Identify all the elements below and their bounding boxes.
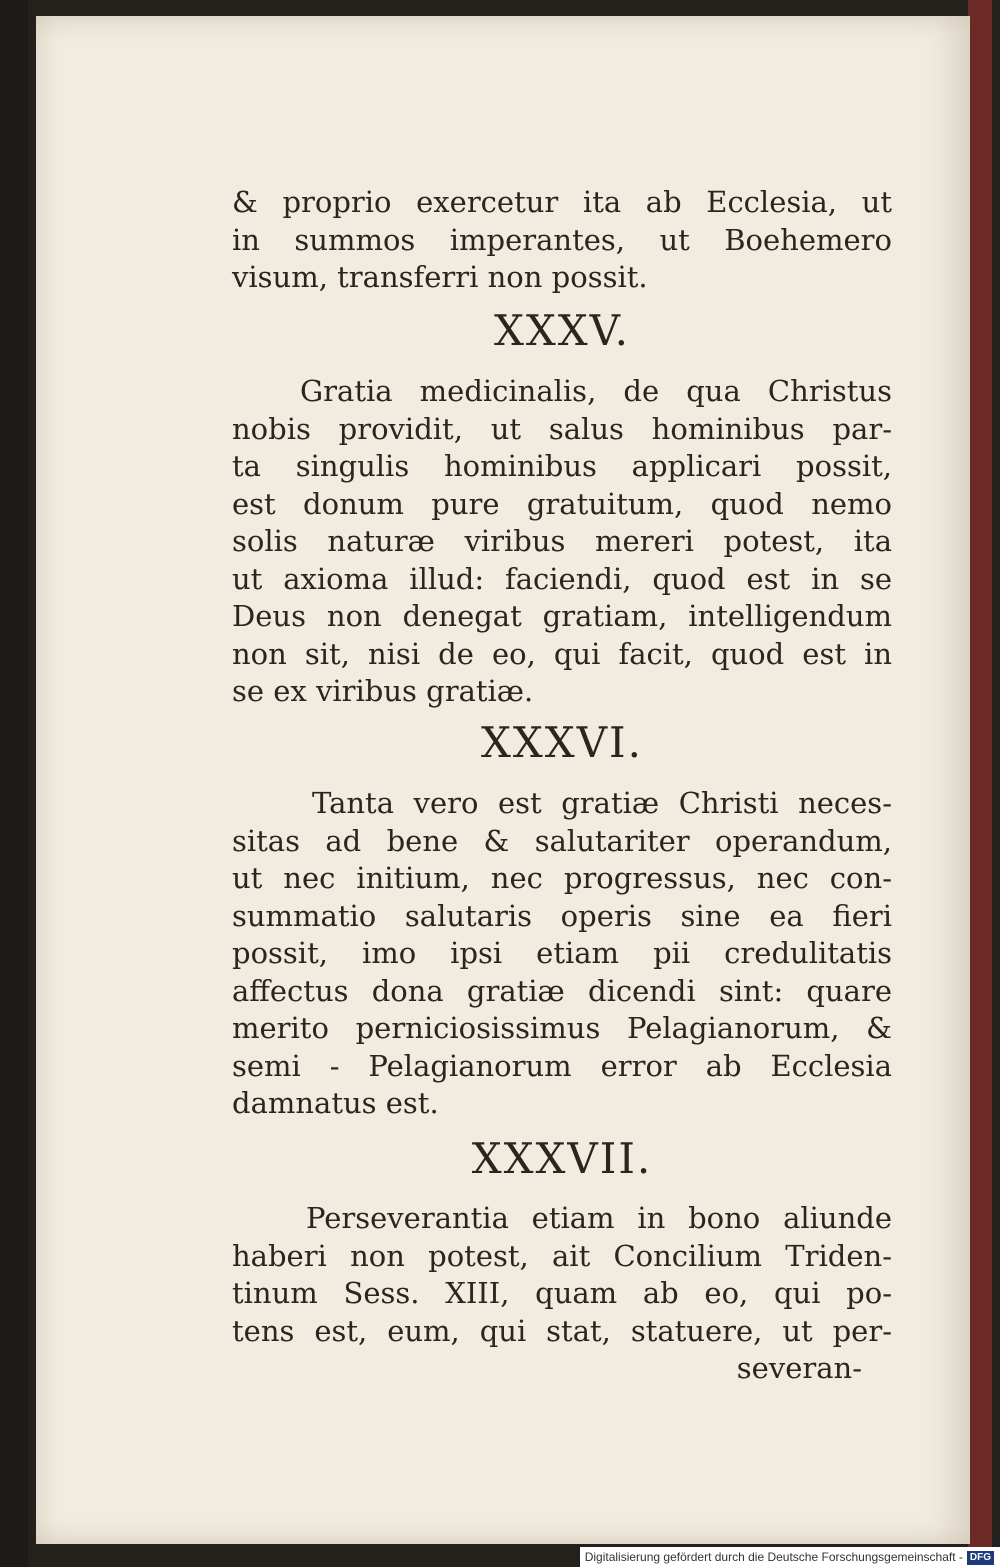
text-line: est donum pure gratuitum, quod nemo	[232, 486, 892, 521]
text-line: sitas ad bene & salutariter operandum,	[232, 823, 892, 858]
text-line: ta singulis hominibus applicari possit,	[232, 449, 892, 483]
text-line: Perseverantia etiam in bono aliunde	[306, 1201, 892, 1235]
text-line: solis naturæ viribus mereri potest, ita	[232, 524, 892, 558]
text-line: Gratia medicinalis, de qua Christus	[300, 374, 892, 408]
text-line: damnatus est.	[232, 1086, 439, 1120]
text-line: se ex viribus gratiæ.	[232, 674, 534, 708]
paragraph-xxxvi	[232, 785, 892, 1123]
section-heading-xxxvii: XXXVII.	[471, 1134, 653, 1183]
section-heading-xxxvi: XXXVI.	[481, 718, 643, 767]
text-line: ut nec initium, nec progressus, nec con-	[232, 861, 892, 895]
text-line: semi - Pelagianorum error ab Ecclesia	[232, 1048, 892, 1083]
text-line: nobis providit, ut salus hominibus par-	[232, 411, 892, 446]
text-line: Tanta vero est gratiæ Christi neces-	[312, 786, 892, 820]
paragraph-xxxvii	[232, 1200, 892, 1350]
digitization-credit	[580, 1547, 1000, 1567]
text-line: summatio salutaris operis sine ea fieri	[232, 898, 892, 933]
text-line: tinum Sess. XIII, quam ab eo, qui po-	[232, 1276, 892, 1310]
text-line: in summos imperantes, ut Boehemero	[232, 222, 892, 257]
book-cover-edge	[968, 0, 992, 1567]
dfg-logo: DFG	[967, 1551, 994, 1565]
text-line: affectus dona gratiæ dicendi sint: quare	[232, 973, 892, 1008]
section-heading-xxxv: XXXV.	[493, 306, 631, 355]
paragraph-xxxv	[232, 373, 892, 711]
text-line: haberi non potest, ait Concilium Triden-	[232, 1238, 892, 1273]
credit-text: Digitalisierung gefördert durch die Deutsche Forschungsgemeinschaft -	[584, 1550, 963, 1564]
catchword: severan-	[736, 1351, 862, 1385]
book-edge-left	[0, 0, 28, 1567]
text-line: ut axioma illud: faciendi, quod est in se	[232, 561, 892, 596]
text-line: Deus non denegat gratiam, intelligendum	[232, 599, 892, 633]
text-line: non sit, nisi de eo, qui facit, quod est in	[232, 636, 892, 671]
paragraph-continuation	[232, 184, 892, 297]
text-line: tens est, eum, qui stat, statuere, ut per-	[232, 1313, 892, 1348]
text-line: possit, imo ipsi etiam pii credulitatis	[232, 936, 892, 970]
text-line: merito perniciosissimus Pelagianorum, &	[232, 1011, 892, 1045]
text-line: visum, transferri non possit.	[232, 260, 648, 294]
text-line: & proprio exercetur ita ab Ecclesia, ut	[232, 185, 892, 219]
